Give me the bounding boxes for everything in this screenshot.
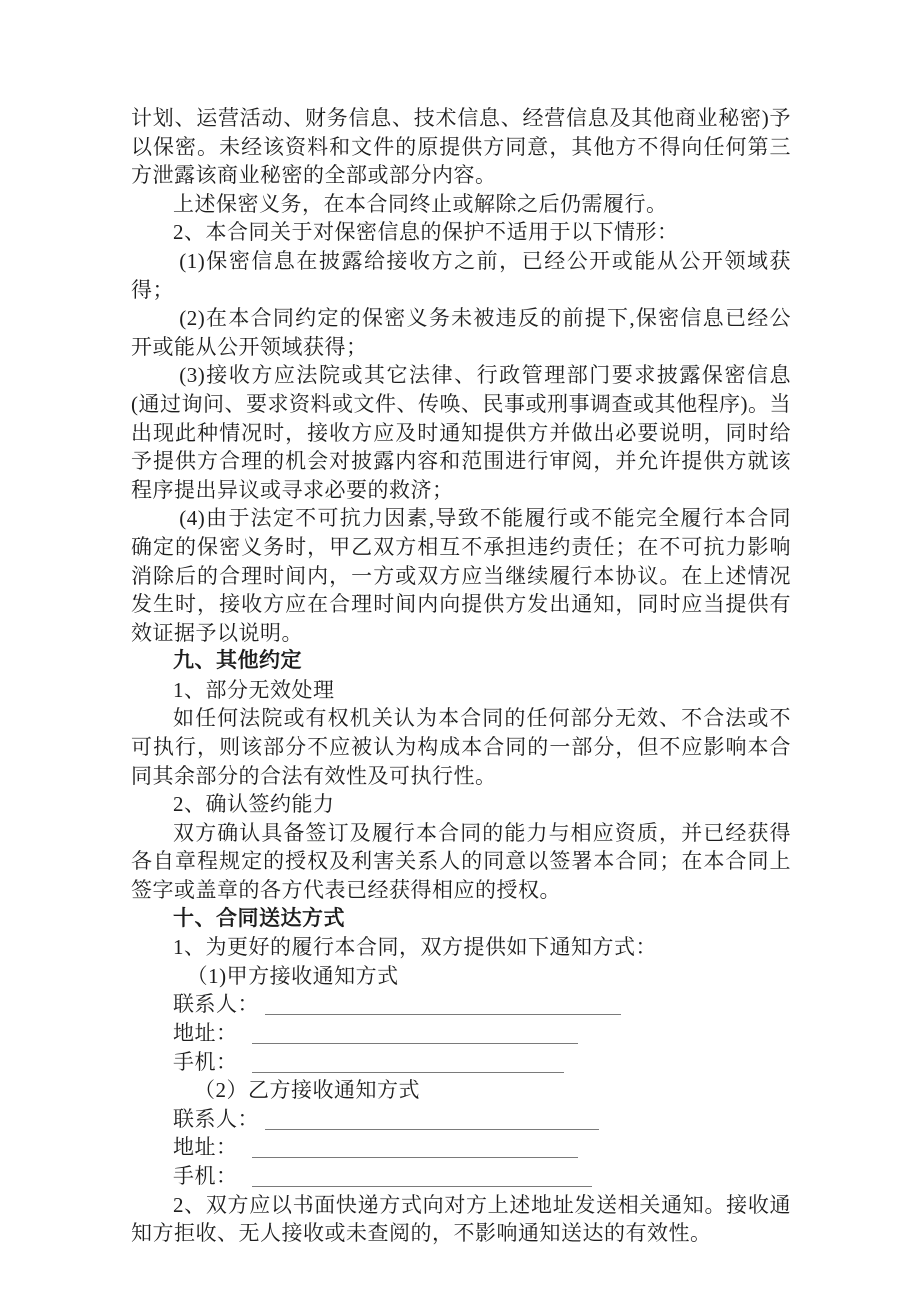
- paragraph-capacity-body: 双方确认具备签订及履行本合同的能力与相应资质，并已经获得各自章程规定的授权及利害关系人的同意以签署本合同；在本合同上签字或盖章的各方代表已经获得相应的授权。: [131, 820, 791, 903]
- paragraph-exception-3: (3)接收方应法院或其它法律、行政管理部门要求披露保密信息(通过询问、要求资料或文件、传唤、民事或刑事调查或其他程序)。当出现此种情况时，接收方应及时通知提供方并做出必要说明，同时给予提供方合理的机会对披露内容和范围进行审阅，并允许提供方就该程序提出异议或寻求必要的救济；: [131, 363, 791, 502]
- party-b-contact-blank-field: [265, 1111, 599, 1130]
- section-heading-ten: 十、合同送达方式: [173, 906, 345, 930]
- paragraph-partial-invalidity-title: 1、部分无效处理: [173, 677, 335, 702]
- paragraph-exception-2: (2)在本合同约定的保密义务未被违反的前提下,保密信息已经公开或能从公开领域获得；: [131, 306, 791, 359]
- form-line-party-b-phone: [131, 1162, 791, 1191]
- paragraph-notice-intro: 1、为更好的履行本合同，双方提供如下通知方式：: [173, 935, 657, 960]
- paragraph-clause-2-intro: 2、本合同关于对保密信息的保护不适用于以下情形：: [173, 220, 679, 245]
- party-b-phone-label: 手机：: [173, 1163, 238, 1188]
- paragraph-confidentiality-survival: 上述保密义务，在本合同终止或解除之后仍需履行。: [173, 191, 668, 216]
- party-a-contact-label: 联系人：: [173, 992, 259, 1017]
- form-line-party-a-address: [131, 1019, 791, 1048]
- paragraph-capacity-title: 2、确认签约能力: [173, 792, 335, 817]
- paragraph-notice-delivery: 2、双方应以书面快递方式向对方上述地址发送相关通知。接收通知方拒收、无人接收或未查阅的，不影响通知送达的有效性。: [131, 1192, 791, 1246]
- paragraph-party-b-notice-title: （2）乙方接收通知方式: [194, 1078, 420, 1103]
- section-heading-nine: 九、其他约定: [173, 649, 302, 673]
- party-a-address-label: 地址：: [173, 1021, 238, 1045]
- form-line-party-a-phone: [131, 1048, 791, 1077]
- paragraph-party-a-notice-title: （1)甲方接收通知方式: [186, 963, 399, 988]
- form-line-party-b-contact: [131, 1105, 791, 1134]
- party-b-address-label: 地址：: [173, 1135, 238, 1160]
- party-a-address-blank-field: [252, 1025, 578, 1044]
- party-b-contact-label: 联系人：: [173, 1106, 259, 1131]
- paragraph-exception-4: (4)由于法定不可抗力因素,导致不能履行或不能完全履行本合同确定的保密义务时，甲乙双方相互不承担违约责任；在不可抗力影响消除后的合理时间内，一方或双方应当继续履行本协议。在上述情况发生时，接收方应在合理时间内向提供方发出通知，同时应当提供有效证据予以说明。: [131, 506, 791, 645]
- paragraph-partial-invalidity-body: 如任何法院或有权机关认为本合同的任何部分无效、不合法或不可执行，则该部分不应被认为构成本合同的一部分，但不应影响本合同其余部分的合法有效性及可执行性。: [131, 706, 791, 788]
- party-a-phone-label: 手机：: [173, 1049, 238, 1074]
- paragraph-exception-1: (1)保密信息在披露给接收方之前，已经公开或能从公开领域获得；: [131, 248, 791, 302]
- form-line-party-a-contact: [131, 990, 791, 1019]
- party-a-contact-blank-field: [265, 996, 621, 1015]
- party-a-phone-blank-field: [252, 1054, 564, 1073]
- paragraph-confidentiality-continuation: 计划、运营活动、财务信息、技术信息、经营信息及其他商业秘密)予以保密。未经该资料和文件的原提供方同意，其他方不得向任何第三方泄露该商业秘密的全部或部分内容。: [131, 106, 791, 188]
- document-content: [131, 104, 791, 1248]
- party-b-address-blank-field: [252, 1139, 578, 1158]
- party-b-phone-blank-field: [252, 1168, 592, 1187]
- form-line-party-b-address: [131, 1133, 791, 1162]
